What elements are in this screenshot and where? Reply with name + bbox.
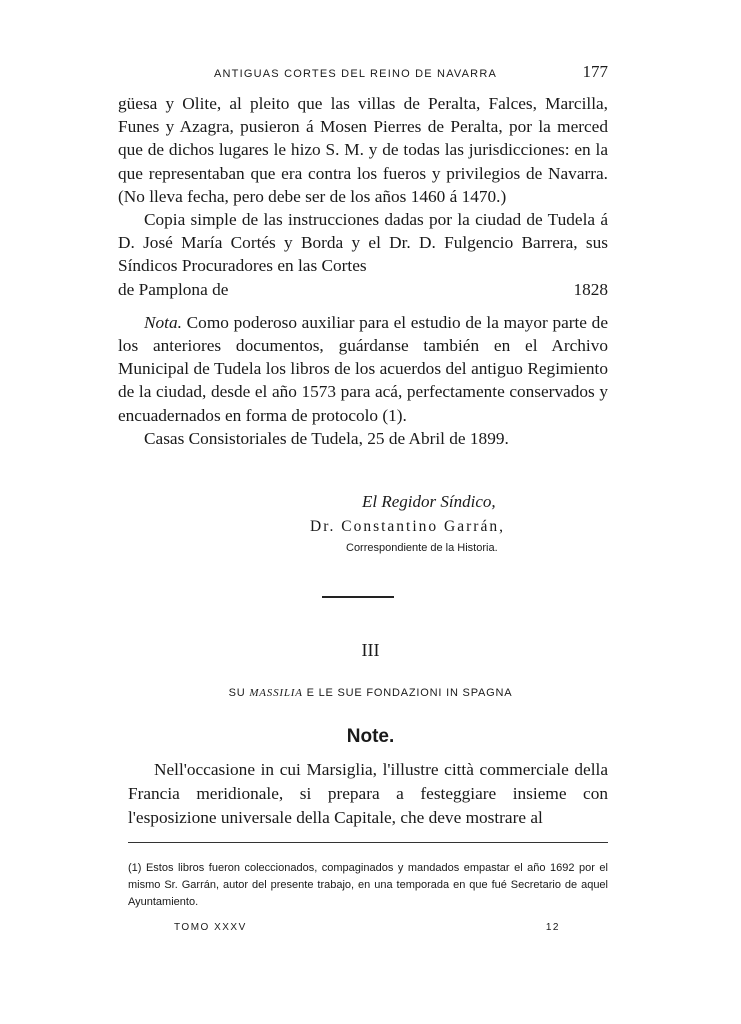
nota-text: Como poderoso auxiliar para el estudio de la mayor parte de los anteriores documentos, guárdanse también en el Archivo Municipal de Tudela los libros de los acuerdos del antiguo Regimiento de la ciudad, desde el año 1573 para acá, perfectamente conservados y encuadernados en forma de protocolo (1).	[118, 312, 608, 425]
section-number: III	[361, 640, 380, 660]
paragraph-nota	[118, 311, 608, 427]
section-title	[0, 687, 741, 699]
page-header	[118, 62, 608, 86]
section-title-italic: MASSILIA	[249, 687, 303, 699]
footnote-rule	[128, 842, 608, 843]
nota-label: Nota.	[144, 312, 182, 332]
page-number: 177	[582, 62, 608, 81]
footnote: (1) Estos libros fueron coleccionados, compaginados y mandados empastar el año 1692 por el mismo Sr. Garrán, autor del presente trabajo, en una temporada en que fué Secretario de aquel Ayuntamiento.	[128, 862, 608, 908]
note-heading: Note.	[346, 726, 395, 747]
closing-line: Casas Consistoriales de Tudela, 25 de Abril de 1899.	[144, 428, 509, 448]
paragraph-copia	[118, 208, 608, 278]
copia-year: 1828	[573, 279, 608, 299]
copia-last-line	[118, 278, 608, 301]
section-title-prefix: SU	[228, 687, 246, 699]
signature-role: Correspondiente de la Historia.	[346, 542, 498, 554]
copia-last-text: de Pamplona de	[118, 279, 229, 299]
paragraph-marsiglia: Nell'occasione in cui Marsiglia, l'illustre città commerciale della Francia meridionale, si prepara a festeggiare insieme con l'esposizione universale della Capitale, che deve mostrare al	[128, 760, 608, 827]
sheet-number: 12	[545, 922, 560, 933]
main-text	[118, 92, 608, 450]
signature-name: Dr. Constantino Garrán,	[310, 518, 505, 535]
signature-title: El Regidor Síndico,	[362, 492, 496, 511]
page-footer	[128, 922, 560, 938]
tome-label: TOMO XXXV	[174, 922, 247, 933]
section-divider	[322, 596, 394, 598]
running-title: ANTIGUAS CORTES DEL REINO DE NAVARRA	[214, 68, 498, 80]
paragraph-peralta: güesa y Olite, al pleito que las villas de Peralta, Falces, Marcilla, Funes y Azagra, pusieron á Mosen Pierres de Peralta, por la merced que de dichos lugares le hizo S. M. y de todas las jurisdicciones: en la que representaban que era contra los fueros y privilegios de Navarra. (No lleva fecha, pero debe ser de los años 1460 á 1470.)	[118, 94, 608, 206]
italian-text	[128, 758, 608, 830]
copia-text: Copia simple de las instrucciones dadas por la ciudad de Tudela á D. José María Cortés y Borda y el Dr. D. Fulgencio Barrera, sus Síndicos Procuradores en las Cortes	[118, 210, 608, 276]
section-title-rest: E LE SUE FONDAZIONI IN SPAGNA	[306, 687, 513, 699]
